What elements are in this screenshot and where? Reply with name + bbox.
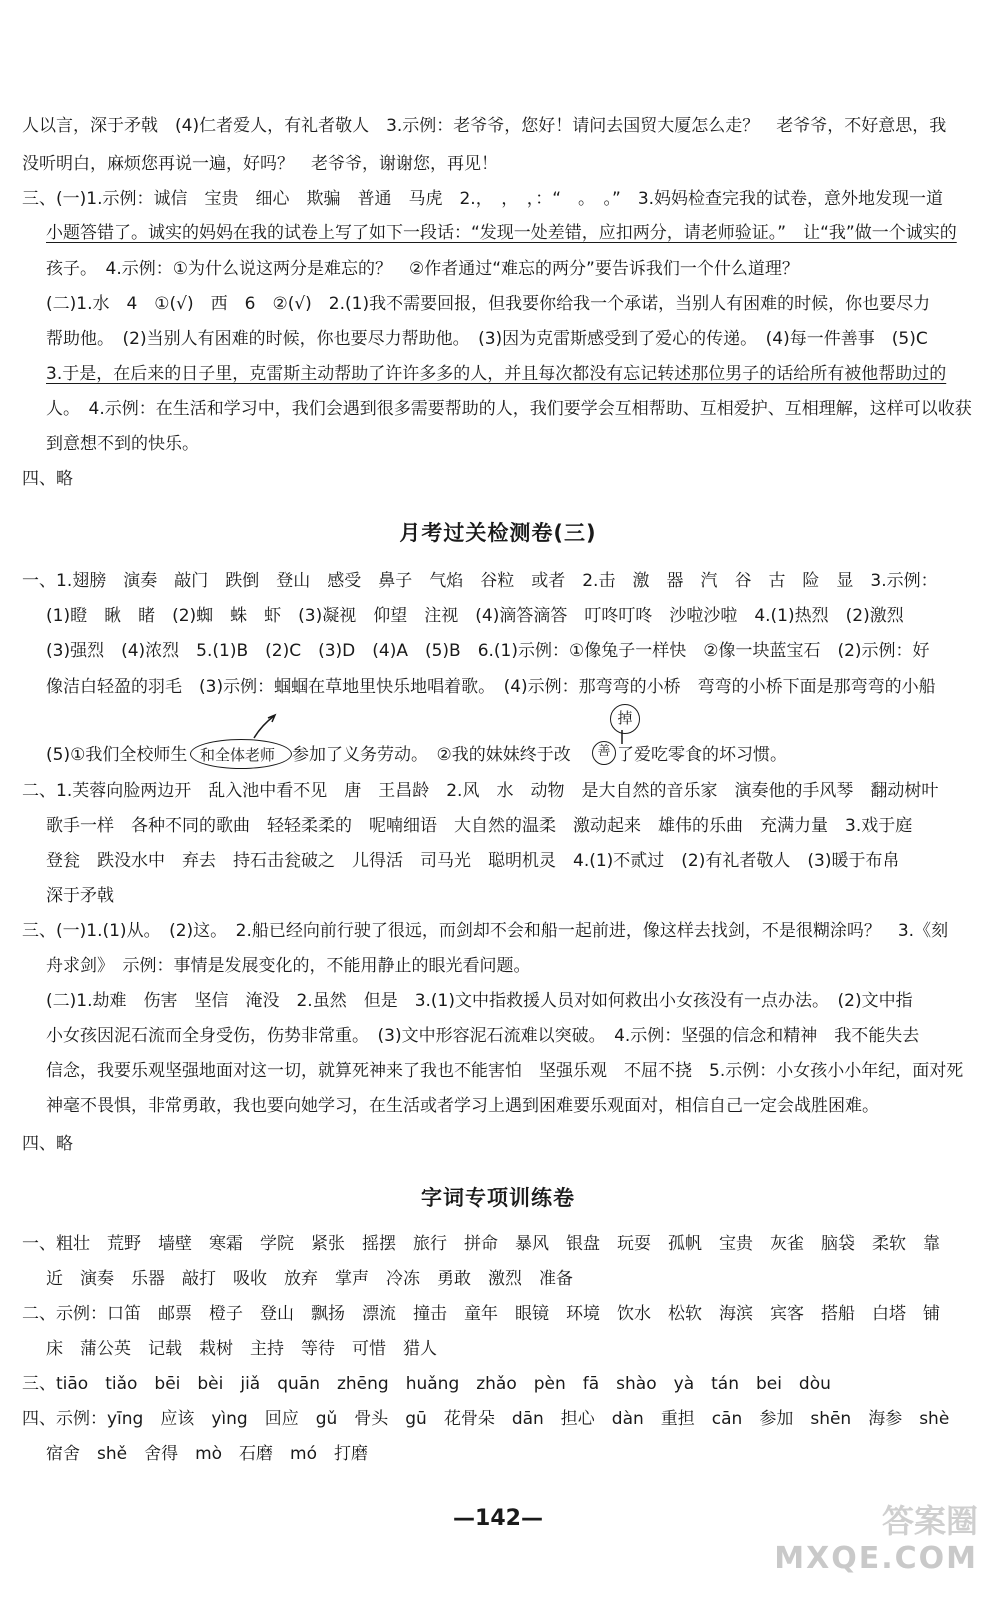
insertion-mark-icon <box>250 712 280 742</box>
watermark-url: MXQE.COM <box>774 1541 978 1576</box>
text-line: 二、示例：口笛 邮票 橙子 登山 飘扬 漂流 撞击 童年 眼镜 环境 饮水 松软 海滨 宾客 搭船 白塔 铺 <box>22 1304 940 1324</box>
text-line: 二、1.芙蓉向脸两边开 乱入池中看不见 唐 王昌龄 2.风 水 动物 是大自然的音乐家 演奏他的手风琴 翻动树叶 <box>22 781 939 801</box>
text-line: (二)1.劫难 伤害 坚信 淹没 2.虽然 但是 3.(1)文中指救援人员对如何救出小女孩没有一点办法。 (2)文中指 <box>46 991 913 1011</box>
circled-char: 善 <box>592 741 616 765</box>
text-line: 参加了义务劳动。 ②我的妹妹终于改 <box>292 745 571 765</box>
text-line: 像洁白轻盈的羽毛 (3)示例：蝈蝈在草地里快乐地唱着歌。 (4)示例：那弯弯的小桥 弯弯的小桥下面是那弯弯的小船 <box>46 677 936 697</box>
watermark-logo: 答案圈 <box>881 1502 978 1540</box>
text-line: 床 蒲公英 记载 栽树 主持 等待 可惜 猎人 <box>46 1339 437 1359</box>
text-line: 宿舍 shě 舍得 mò 石磨 mó 打磨 <box>46 1444 369 1464</box>
text-line: 一、粗壮 荒野 墙壁 寒霜 学院 紧张 摇摆 旅行 拼命 暴风 银盘 玩耍 孤帆 宝贵 灰雀 脑袋 柔软 靠 <box>22 1234 940 1254</box>
text-line: (二)1.水 4 ①(√) 西 6 ②(√) 2.(1)我不需要回报，但我要你给我一个承诺，当别人有困难的时候，你也要尽力 <box>46 294 931 314</box>
text-line: 三、tiāo tiǎo bēi bèi jiǎ quān zhēng huǎng zhǎo pèn fā shào yà tán bei dòu <box>22 1374 831 1394</box>
text-line: 了爱吃零食的坏习惯。 <box>617 745 787 765</box>
text-line: (5)①我们全校师生 <box>46 745 188 765</box>
text-line: 四、略 <box>22 469 73 489</box>
text-line-underlined: 小题答错了。诚实的妈妈在我的试卷上写了如下一段话：“发现一处差错，应扣两分，请老师验证。” 让“我”做一个诚实的 <box>46 223 957 243</box>
text-line: 信念，我要乐观坚强地面对这一切，就算死神来了我也不能害怕 坚强乐观 不屈不挠 5.示例：小女孩小小年纪，面对死 <box>46 1061 964 1081</box>
section-title: 字词专项训练卷 <box>421 1186 575 1210</box>
text-line: 四、略 <box>22 1134 73 1154</box>
text-line: 小女孩因泥石流而全身受伤，伤势非常重。 (3)文中形容泥石流难以突破。 4.示例：坚强的信念和精神 我不能失去 <box>46 1026 920 1046</box>
text-line: 到意想不到的快乐。 <box>46 434 199 454</box>
text-line: 神毫不畏惧，非常勇敢，我也要向她学习，在生活或者学习上遇到困难要乐观面对，相信自己一定会战胜困难。 <box>46 1096 879 1116</box>
correction-char-circle: 掉 <box>610 704 640 734</box>
text-line-underlined: 3.于是，在后来的日子里，克雷斯主动帮助了许许多多的人，并且每次都没有忘记转述那位男子的话给所有被他帮助过的 <box>46 364 947 384</box>
text-line: 三、(一)1.(1)从。 (2)这。 2.船已经向前行驶了很远，而剑却不会和船一起前进，像这样去找剑，不是很糊涂吗？ 3.《刻 <box>22 921 949 941</box>
correction-connector-icon <box>612 730 632 744</box>
inserted-phrase: 和全体老师 <box>200 746 276 764</box>
text-line: 歌手一样 各种不同的歌曲 轻轻柔柔的 呢喃细语 大自然的温柔 激动起来 雄伟的乐曲 充满力量 3.戏于庭 <box>46 816 913 836</box>
text-line: (1)瞪 瞅 睹 (2)蜘 蛛 虾 (3)凝视 仰望 注视 (4)滴答滴答 叮咚叮咚 沙啦沙啦 4.(1)热烈 (2)激烈 <box>46 606 904 626</box>
page-number: —142— <box>453 1506 543 1531</box>
text-line: 一、1.翅膀 演奏 敲门 跌倒 登山 感受 鼻子 气焰 谷粒 或者 2.击 激 器 汽 谷 古 险 显 3.示例： <box>22 571 938 591</box>
text-line: (3)强烈 (4)浓烈 5.(1)B (2)C (3)D (4)A (5)B 6.(1)示例：①像兔子一样快 ②像一块蓝宝石 (2)示例：好 <box>46 641 930 661</box>
text-line: 孩子。 4.示例：①为什么说这两分是难忘的？ ②作者通过“难忘的两分”要告诉我们一个什么道理？ <box>46 259 799 279</box>
text-line: 人以言，深于矛戟 (4)仁者爱人，有礼者敬人 3.示例：老爷爷，您好！请问去国贸大厦怎么走？ 老爷爷，不好意思，我 <box>22 116 947 136</box>
text-line: 四、示例：yīng 应该 yìng 回应 gǔ 骨头 gū 花骨朵 dān 担心 dàn 重担 cān 参加 shēn 海参 shè <box>22 1409 950 1429</box>
section-title: 月考过关检测卷(三) <box>399 521 597 545</box>
text-line: 没听明白，麻烦您再说一遍，好吗？ 老爷爷，谢谢您，再见！ <box>22 154 498 174</box>
text-line: 舟求剑》 示例：事情是发展变化的，不能用静止的眼光看问题。 <box>46 956 531 976</box>
text-line: 登瓮 跌没水中 弃去 持石击瓮破之 儿得活 司马光 聪明机灵 4.(1)不贰过 (2)有礼者敬人 (3)暖于布帛 <box>46 851 900 871</box>
text-line: 帮助他。 (2)当别人有困难的时候，你也要尽力帮助他。 (3)因为克雷斯感受到了爱心的传递。 (4)每一件善事 (5)C <box>46 329 928 349</box>
text-line: 近 演奏 乐器 敲打 吸收 放弃 掌声 冷冻 勇敢 激烈 准备 <box>46 1269 573 1289</box>
text-line: 深于矛戟 <box>46 886 114 906</box>
text-line: 人。 4.示例：在生活和学习中，我们会遇到很多需要帮助的人，我们要学会互相帮助、互相爱护、互相理解，这样可以收获 <box>46 399 972 419</box>
text-line: 三、(一)1.示例：诚信 宝贵 细心 欺骗 普通 马虎 2.， ， ，：“ 。 。” 3.妈妈检查完我的试卷，意外地发现一道 <box>22 189 944 209</box>
